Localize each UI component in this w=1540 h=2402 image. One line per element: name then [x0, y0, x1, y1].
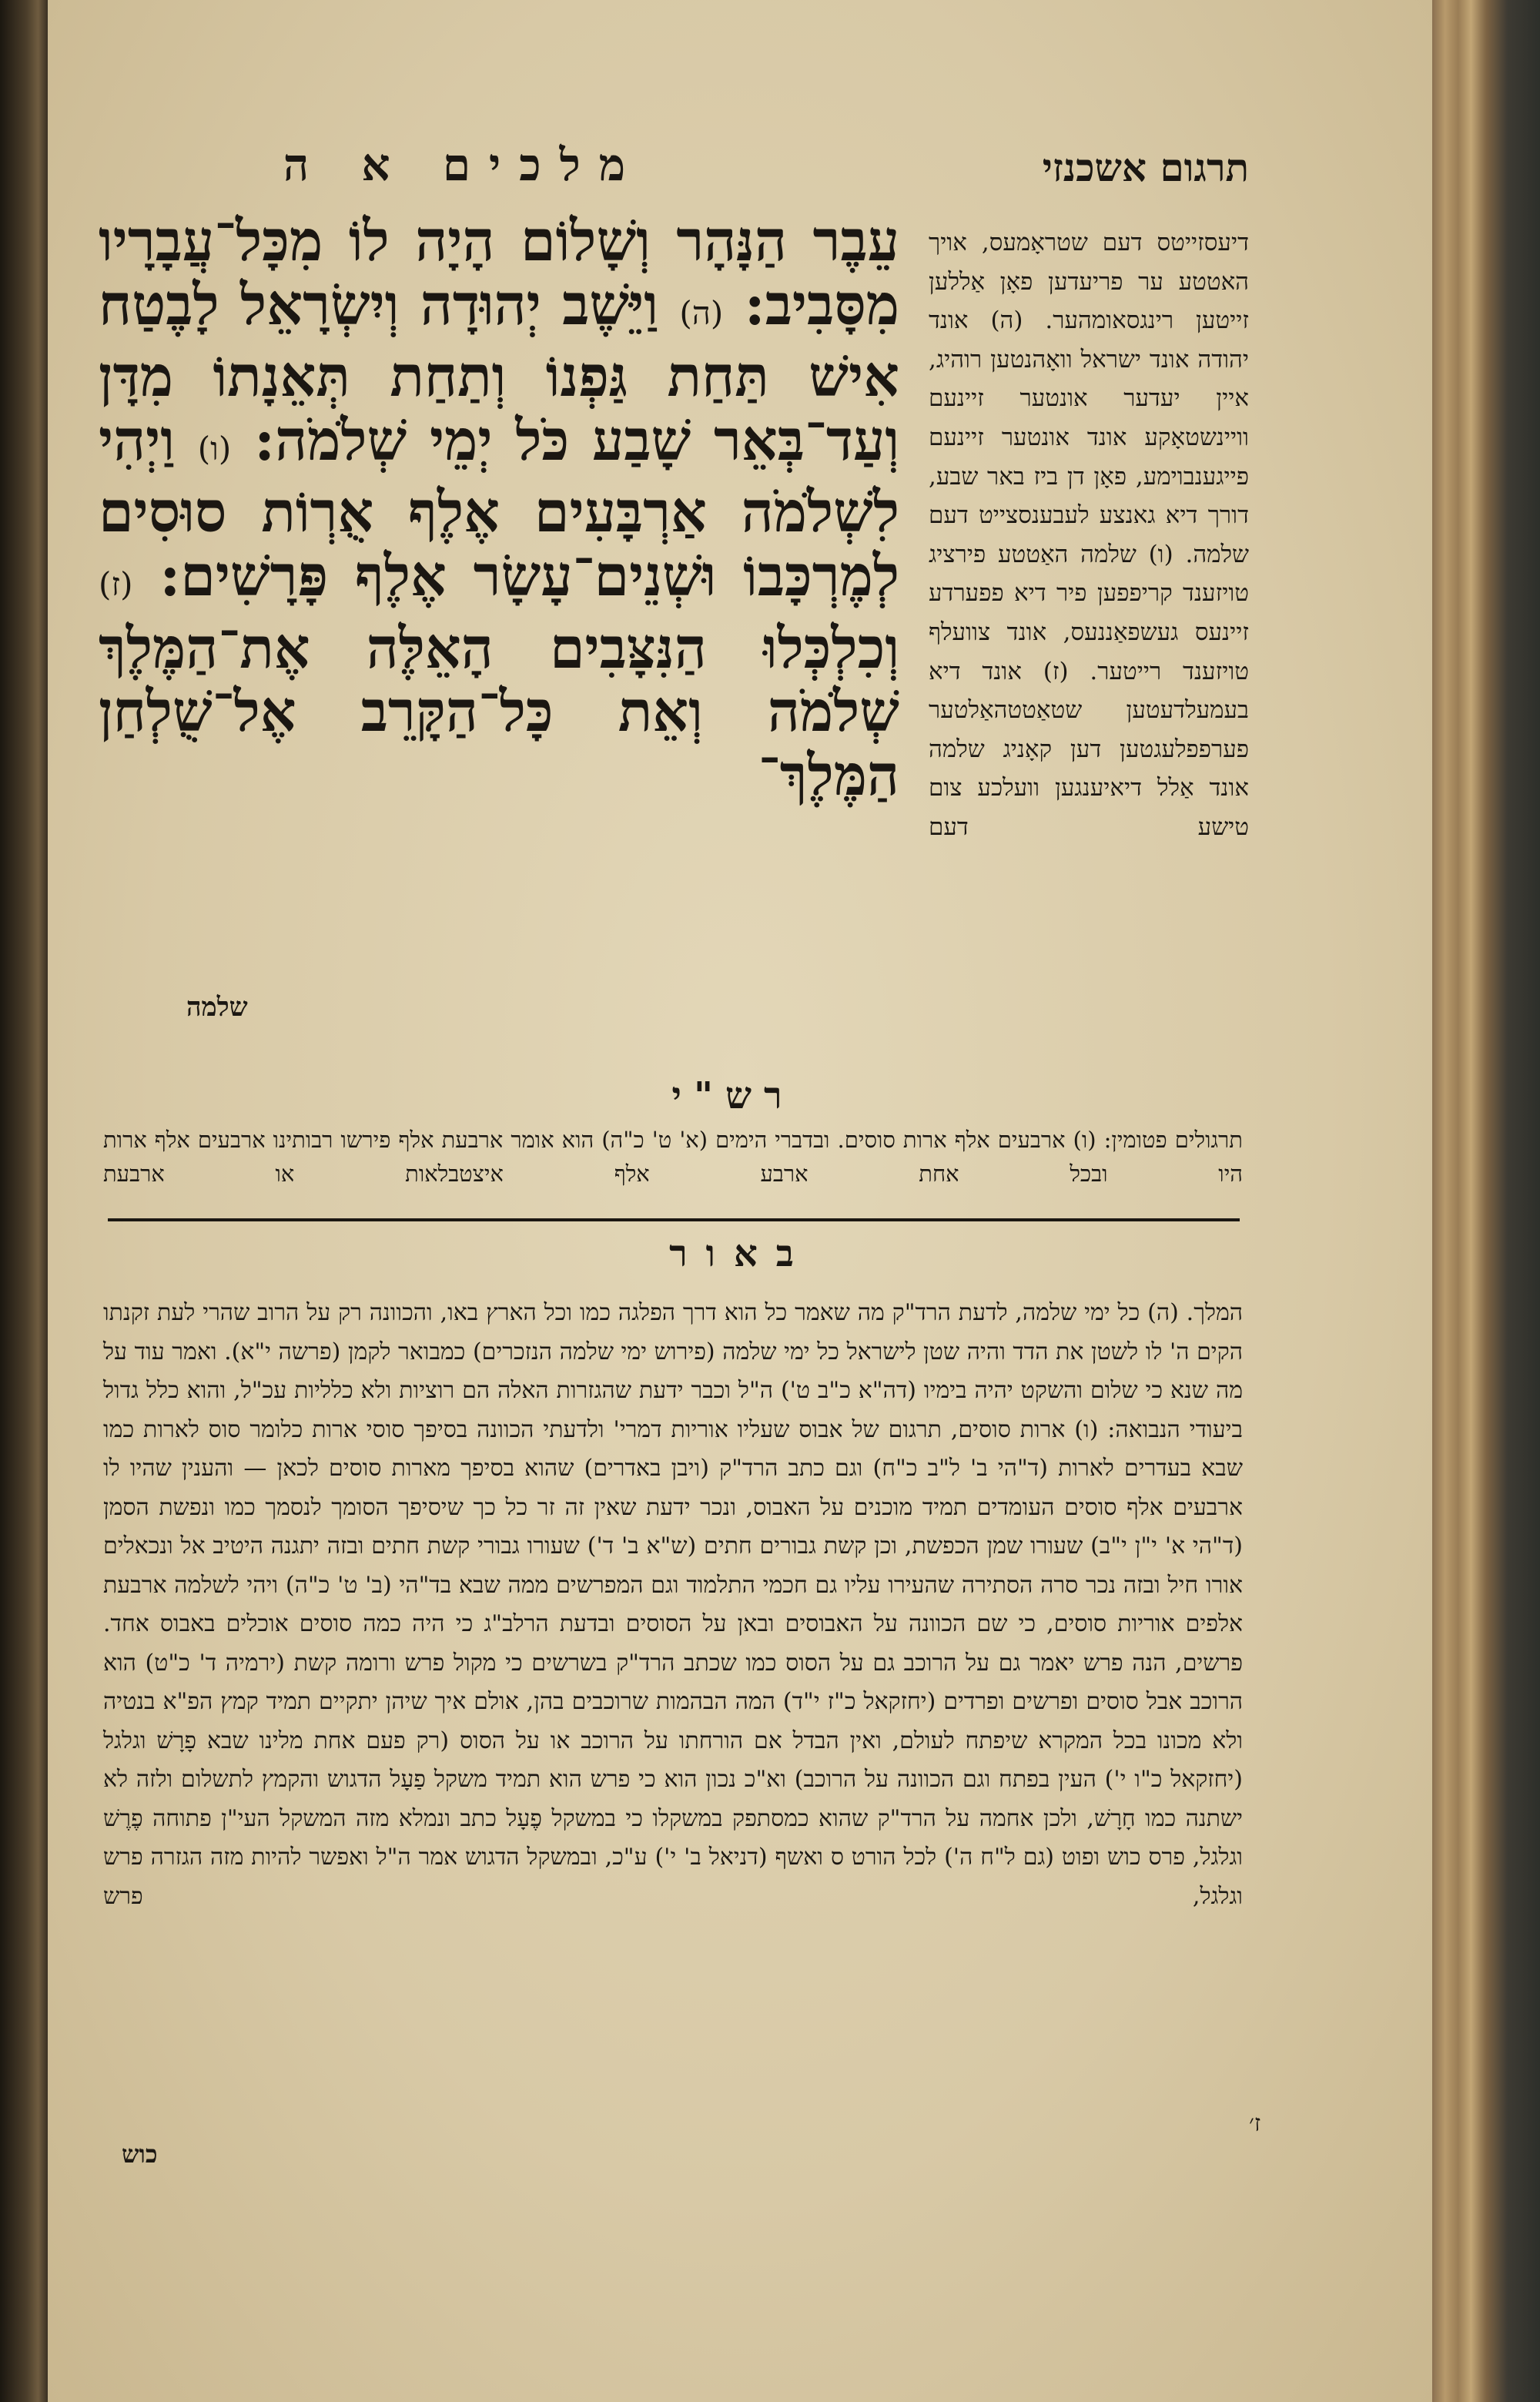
verse-text: וַיְהִי לִשְׁלֹמֹה אַרְבָּעִים אֶלֶף אֻרְוֹת סוּסִים לְמֶרְכָּבוֹ וּשְׁנֵים־עָשָׂר אֶלֶף פָּרָשִׁים:	[99, 407, 899, 609]
verse-number: (ז)	[1043, 657, 1069, 685]
section-divider	[108, 1218, 1240, 1221]
verse-number: (ה)	[990, 307, 1023, 335]
rashi-commentary: תרגולים פטומין: (ו) ארבעים אלף ארות סוסים. ובדברי הימים (א' ט' כ"ה) הוא אומר ארבעת אלף פירשו רבותינו ארבעים אלף ארות היו ובכל אחת ארבע אלף איצטבלאות או ארבעת	[103, 1127, 1243, 1187]
facing-page-edge	[0, 0, 48, 2402]
page-mark: ז׳	[1249, 2110, 1261, 2137]
verse-number: (ו)	[197, 429, 232, 467]
rashi-heading: רש"י	[671, 1074, 795, 1117]
translation-text: אונד דיא בעמעלדעטען שטאַטטהאַלטער פערפפלעגטען דען קאָניג שלמה אונד אַלל דיאיענגען וועלכע צום טישע דעם	[929, 657, 1249, 841]
signature-mark: כוש	[122, 2139, 158, 2169]
biur-heading: באור	[669, 1232, 812, 1275]
book-page	[48, 0, 1432, 2402]
hebrew-verse-block	[99, 209, 899, 807]
page-stack-edge	[1432, 0, 1540, 2402]
translation-text: דיעסזייטס דעם שטראָמעס, אויך האטטע ער פריעדען פאָן אַללען זייטען רינגסאומהער.	[929, 229, 1250, 335]
catchword: שלמה	[186, 992, 248, 1023]
verse-text: עֵבֶר הַנָּהָר וְשָׁלוֹם הָיָה לוֹ מִכָּל־עֲבָרָיו מִסָּבִיב:	[99, 208, 900, 338]
translation-title-header: תרגום אשכנזי	[1042, 145, 1249, 190]
book-title-header: מלכים א ה	[283, 139, 644, 191]
translation-text: שלמה האַטטע פירציג טויזענד קריפפען פיר דיא פפערדע זיינעס געשפאַננעס, אונד צוועלף טויזענד רייטער.	[929, 540, 1249, 685]
verse-number: (ו)	[1148, 540, 1173, 568]
translation-text: אונד יהודה אונד ישראל וואָהנטען רוהיג, איין יעדער אונטער זיינעם וויינשטאָקע אונד אונטער זיינעם פייגענבוימע, פאָן דן ביז באר שבע, דורך דיא גאנצע לעבענסצייט דעם שלמה.	[929, 307, 1249, 568]
verse-text: וְכִלְכְּלוּ הַנִּצָּבִים הָאֵלֶּה אֶת־הַמֶּלֶךְ שְׁלֹמֹה וְאֵת כָּל־הַקָּרֵב אֶל־שֻׁלְחַן הַמֶּלֶךְ־	[99, 615, 899, 809]
yiddish-translation-block	[929, 223, 1249, 847]
biur-paragraph: המלך. (ה) כל ימי שלמה, לדעת הרד"ק מה שאמר כל הוא דרך הפלגה כמו וכל הארץ באו, והכוונה רק על הרוב שהרי לעת זקנתו הקים ה' לו לשטן את הדד והיה שטן לישראל כל ימי שלמה (פירוש ימי שלמה הנזכרים) כמבואר לקמן (פרשה י"א). ואמר עוד על מה שנא כי שלום והשקט יהיה בימיו (דה"א כ"ב ט') ה"ל וכבר ידעת שהגזרות האלה הם רוציות ולא כלליות עכ"ל, והוא כלל גדול ביעודי הנבואה: (ו) ארות סוסים, תרגום של אבוס שעליו אוריות דמרי' ולדעתי הכוונה בסיפך סוסי ארות כלומר סוס לארות כמו שבא בעדרים לארות (ד"הי ב' ל"ב כ"ח) וגם כתב הרד"ק (ויבן באדרים) שהוא בסיפך מארות סוסים לכאן — והענין שהיו לו ארבעים אלף סוסים העומדים תמיד מוכנים על האבוס, ונכר ידעת שאין זה זר כל כך שיסיפך הסומך לנסמך כמו ונפשת הסמן (ד"הי א' י"ן י"ב) שעורו שמן הכפשת, וכן קשת גבורים חתים (ש"א ב' ד') שעורו גבורי קשת חתים ובזה יתגנה היטיב אל ונכאלים אורו חיל ובזה נכר סרה הסתירה שהעירו עליו גם חכמי התלמוד וגם המפרשים ממה שבא בד"הי (ב' ט' כ"ה) ויהי לשלמה ארבעת אלפים אוריות סוסים, כי שם הכוונה על האבוסים ובאן על הסוסים ובדעת הרלב"ג כי היה כמה סוסים אוכלים באבוס אחד. פרשים, הנה פרש יאמר גם על הרוכב גם על הסוס כמו שכתב הרד"ק בשרשים כי מקול פרש ורומה קשת (ירמיה ד' כ"ט) הוא הרוכב אבל סוסים ופרשים ופרדים (יחזקאל כ"ז י"ד) המה הבהמות שרוכבים בהן, אולם איך שיהן יתקיים תמיד קמץ הפ"א בנטיה ולא מכונו בכל המקרא שיפתח לעולם, ואין הבדל אם הורחתו על הרוכב או על הסוס (רק פעם אחת מלינו שבא פָרָשׁ וגלגל (יחזקאל כ"ו י') העין בפתח וגם הכוונה על הרוכב) וא"כ נכון הוא כי פרש הוא תמיד משקל פַעָל הדגוש והקמץ לתשלום ולזה לא ישתנה כמו חָרָשׁ, ולכן אחמה על הרד"ק שהוא כמסתפק במשקלו כי במשקל פֶעָל כתב ונמלא מזה המשקל העי"ן פתוחה פֶרֶשׁ וגלגל, פרס כוש ופוט (גם ל"ח ה') לכל הורט ס ואשף (דניאל ב' י') ע"כ, ובמשקל הדגוש אמר ה"ל ואפשר להיות מזה הגזרה פרש וגלגל, פרש	[103, 1299, 1243, 1910]
verse-text: וַיֵּשֶׁב יְהוּדָה וְיִשְׂרָאֵל לָבֶטַח אִישׁ תַּחַת גַּפְנוֹ וְתַחַת תְּאֵנָתוֹ מִדָּן וְעַד־בְּאֵר שָׁבַע כֹּל יְמֵי שְׁלֹמֹה:	[99, 271, 899, 474]
biur-commentary	[103, 1294, 1243, 1916]
verse-number: (ה)	[679, 293, 724, 332]
verse-number: (ז)	[99, 564, 133, 603]
